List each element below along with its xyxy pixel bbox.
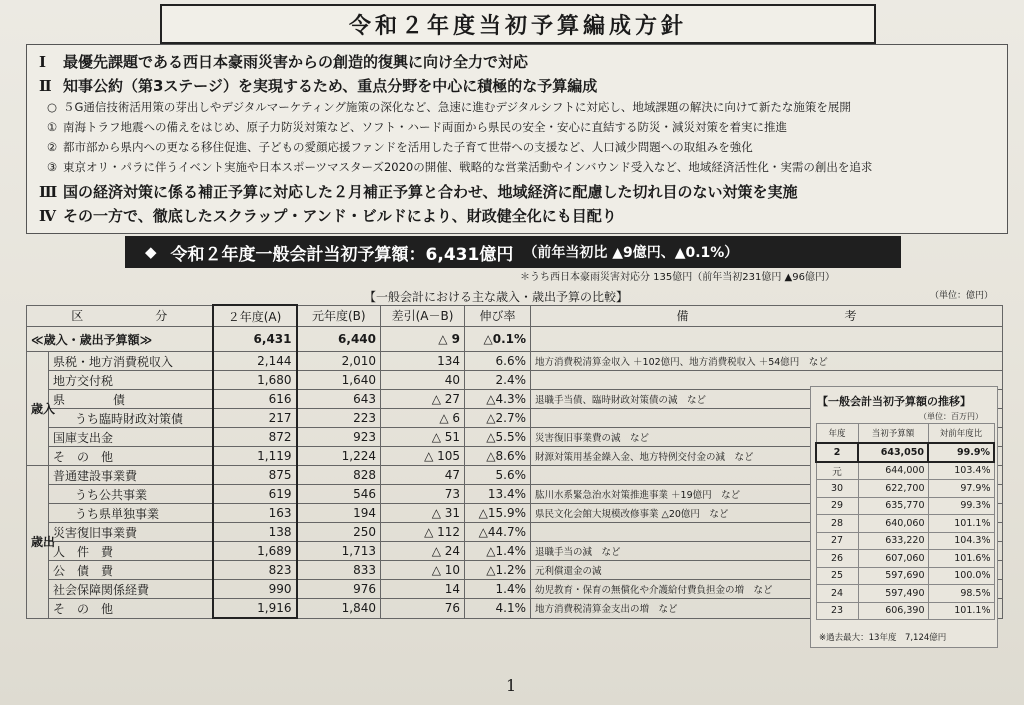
history-year: 23 bbox=[816, 602, 858, 620]
value-remark: 地方消費税清算金支出の増 など bbox=[531, 599, 1003, 619]
sub-policy-text: ５G通信技術活用策の芽出しやデジタルマーケティング施策の深化など、急速に進むデジタルシフトに対応し、地域課題の解決に向けて新たな施策を展開 bbox=[63, 100, 851, 114]
value-remark: 肱川水系緊急治水対策推進事業 ＋19億円 など bbox=[531, 485, 1003, 504]
history-row bbox=[816, 443, 994, 462]
history-ratio: 101.1% bbox=[928, 602, 994, 620]
total-row bbox=[27, 327, 1003, 352]
total-diff: △ 9 bbox=[381, 327, 465, 352]
history-row bbox=[816, 602, 994, 620]
value-diff: 134 bbox=[381, 352, 465, 371]
value-a: 1,680 bbox=[213, 371, 297, 390]
value-diff: △ 24 bbox=[381, 542, 465, 561]
value-rate: △1.4% bbox=[465, 542, 531, 561]
history-ratio: 104.3% bbox=[928, 532, 994, 550]
value-b: 1,840 bbox=[297, 599, 381, 619]
history-amount: 607,060 bbox=[858, 550, 928, 568]
value-diff: 47 bbox=[381, 466, 465, 485]
policy-item bbox=[39, 51, 528, 72]
value-b: 250 bbox=[297, 523, 381, 542]
value-rate: △4.3% bbox=[465, 390, 531, 409]
value-b: 828 bbox=[297, 466, 381, 485]
history-ratio: 97.9% bbox=[928, 480, 994, 498]
budget-history-panel bbox=[810, 386, 998, 648]
sub-policy-mark: ○ bbox=[46, 100, 58, 114]
page-title: 令和２年度当初予算編成方針 bbox=[348, 13, 687, 39]
value-rate: 13.4% bbox=[465, 485, 531, 504]
policy-number: Ⅲ bbox=[39, 183, 58, 201]
value-diff: 40 bbox=[381, 371, 465, 390]
value-remark: 県民文化会館大規模改修事業 △20億円 など bbox=[531, 504, 1003, 523]
total-b: 6,440 bbox=[297, 327, 381, 352]
policy-item bbox=[39, 181, 798, 202]
value-a: 1,916 bbox=[213, 599, 297, 619]
row-label: そ の 他 bbox=[49, 447, 213, 466]
row-label: 公 債 費 bbox=[49, 561, 213, 580]
value-b: 833 bbox=[297, 561, 381, 580]
sub-policy-mark: ③ bbox=[46, 160, 58, 174]
value-b: 1,640 bbox=[297, 371, 381, 390]
value-remark: 災害復旧事業費の減 など bbox=[531, 428, 1003, 447]
sub-policy-item bbox=[41, 139, 753, 155]
table-caption: 【一般会計における主な歳入・歳出予算の比較】 bbox=[364, 290, 629, 304]
history-year: 元 bbox=[816, 462, 858, 480]
banner-note: ＊うち西日本豪雨災害対応分 135億円（前年当初231億円 ▲96億円） bbox=[520, 272, 835, 283]
value-rate: 2.4% bbox=[465, 371, 531, 390]
value-rate: △5.5% bbox=[465, 428, 531, 447]
value-diff: △ 27 bbox=[381, 390, 465, 409]
history-title: 【一般会計当初予算額の推移】 bbox=[817, 395, 971, 408]
header-remarks: 備 考 bbox=[531, 305, 1003, 327]
history-year: 26 bbox=[816, 550, 858, 568]
value-rate: △1.2% bbox=[465, 561, 531, 580]
history-header-amount: 当初予算額 bbox=[858, 424, 928, 444]
banner-text: 令和２年度一般会計当初予算額：6,431億円 bbox=[170, 244, 514, 265]
sub-policy-text: 都市部から県内への更なる移住促進、子どもの愛顔応援ファンドを活用した子育て世帯への支援など、人口減少問題への取組みを強化 bbox=[63, 140, 753, 154]
value-a: 616 bbox=[213, 390, 297, 409]
history-ratio: 99.3% bbox=[928, 497, 994, 515]
value-b: 223 bbox=[297, 409, 381, 428]
history-amount: 640,060 bbox=[858, 515, 928, 533]
table-header-row bbox=[27, 305, 1003, 327]
value-remark: 財源対策用基金繰入金、地方特例交付金の減 など bbox=[531, 447, 1003, 466]
value-rate: △44.7% bbox=[465, 523, 531, 542]
total-rate: △0.1% bbox=[465, 327, 531, 352]
history-year: 27 bbox=[816, 532, 858, 550]
policy-item bbox=[39, 205, 617, 226]
history-amount: 597,490 bbox=[858, 585, 928, 603]
policy-box bbox=[26, 44, 1008, 234]
value-diff: △ 105 bbox=[381, 447, 465, 466]
row-label: うち公共事業 bbox=[49, 485, 213, 504]
header-a: ２年度(A) bbox=[213, 305, 297, 327]
history-header-year: 年度 bbox=[816, 424, 858, 444]
value-a: 872 bbox=[213, 428, 297, 447]
sub-policy-item bbox=[41, 99, 851, 115]
history-row bbox=[816, 550, 994, 568]
policy-text: 最優先課題である西日本豪雨災害からの創造的復興に向け全力で対応 bbox=[63, 53, 529, 71]
header-category: 区 分 bbox=[27, 305, 213, 327]
value-a: 1,689 bbox=[213, 542, 297, 561]
history-ratio: 98.5% bbox=[928, 585, 994, 603]
value-b: 1,713 bbox=[297, 542, 381, 561]
value-b: 1,224 bbox=[297, 447, 381, 466]
value-remark: 幼児教育・保育の無償化や介護給付費負担金の増 など bbox=[531, 580, 1003, 599]
sub-policy-mark: ① bbox=[46, 120, 58, 134]
title-box bbox=[160, 4, 876, 44]
history-year: 30 bbox=[816, 480, 858, 498]
value-diff: △ 6 bbox=[381, 409, 465, 428]
revenue-side-label: 歳入 bbox=[27, 352, 49, 466]
total-label: ≪歳入・歳出予算額≫ bbox=[27, 327, 213, 352]
value-rate: 1.4% bbox=[465, 580, 531, 599]
policy-text: 知事公約（第3ステージ）を実現するため、重点分野を中心に積極的な予算編成 bbox=[63, 77, 598, 95]
value-diff: △ 51 bbox=[381, 428, 465, 447]
diamond-icon: ◆ bbox=[145, 243, 157, 261]
value-diff: 76 bbox=[381, 599, 465, 619]
history-ratio: 101.1% bbox=[928, 515, 994, 533]
history-row bbox=[816, 462, 994, 480]
row-label: 普通建設事業費 bbox=[49, 466, 213, 485]
history-amount: 635,770 bbox=[858, 497, 928, 515]
row-label: 地方交付税 bbox=[49, 371, 213, 390]
value-rate: 5.6% bbox=[465, 466, 531, 485]
budget-banner bbox=[125, 236, 901, 268]
history-year: 25 bbox=[816, 567, 858, 585]
history-amount: 622,700 bbox=[858, 480, 928, 498]
value-remark: 退職手当の減 など bbox=[531, 542, 1003, 561]
history-row bbox=[816, 480, 994, 498]
total-a: 6,431 bbox=[213, 327, 297, 352]
history-row bbox=[816, 515, 994, 533]
row-label: うち県単独事業 bbox=[49, 504, 213, 523]
policy-item bbox=[39, 75, 597, 96]
sub-policy-text: 南海トラフ地震への備えをはじめ、原子力防災対策など、ソフト・ハード両面から県民の安全・安心に直結する防災・減災対策を着実に推進 bbox=[63, 120, 788, 134]
expenditure-side-label: 歳出 bbox=[27, 466, 49, 619]
history-row bbox=[816, 532, 994, 550]
value-diff: △ 112 bbox=[381, 523, 465, 542]
value-a: 990 bbox=[213, 580, 297, 599]
header-b: 元年度(B) bbox=[297, 305, 381, 327]
history-ratio: 101.6% bbox=[928, 550, 994, 568]
history-amount: 606,390 bbox=[858, 602, 928, 620]
history-unit: （単位：百万円） bbox=[919, 412, 983, 421]
value-rate: △15.9% bbox=[465, 504, 531, 523]
sub-policy-mark: ② bbox=[46, 140, 58, 154]
history-ratio: 99.9% bbox=[928, 443, 994, 462]
value-remark: 元利償還金の減 bbox=[531, 561, 1003, 580]
history-ratio: 100.0% bbox=[928, 567, 994, 585]
value-rate: △8.6% bbox=[465, 447, 531, 466]
value-a: 823 bbox=[213, 561, 297, 580]
value-a: 138 bbox=[213, 523, 297, 542]
history-footnote: ※過去最大：13年度 7,124億円 bbox=[819, 633, 947, 643]
banner-subtext: （前年当初比 ▲9億円、▲0.1%） bbox=[523, 245, 739, 261]
total-remark bbox=[531, 327, 1003, 352]
row-label: 災害復旧事業費 bbox=[49, 523, 213, 542]
history-year: 2 bbox=[816, 443, 858, 462]
history-amount: 633,220 bbox=[858, 532, 928, 550]
value-b: 2,010 bbox=[297, 352, 381, 371]
header-rate: 伸び率 bbox=[465, 305, 531, 327]
page-number: 1 bbox=[506, 676, 517, 695]
row-label: 県税・地方消費税収入 bbox=[49, 352, 213, 371]
value-diff: 14 bbox=[381, 580, 465, 599]
value-a: 619 bbox=[213, 485, 297, 504]
sub-policy-text: 東京オリ・パラに伴うイベント実施や日本スポーツマスターズ2020の開催、戦略的な営業活動やインバウンド受入など、地域経済活性化・実需の創出を追求 bbox=[63, 160, 873, 174]
row-label: 社会保障関係経費 bbox=[49, 580, 213, 599]
history-header-ratio: 対前年度比 bbox=[928, 424, 994, 444]
value-a: 2,144 bbox=[213, 352, 297, 371]
value-rate: △2.7% bbox=[465, 409, 531, 428]
value-a: 163 bbox=[213, 504, 297, 523]
value-diff: △ 31 bbox=[381, 504, 465, 523]
value-b: 643 bbox=[297, 390, 381, 409]
value-rate: 4.1% bbox=[465, 599, 531, 619]
history-row bbox=[816, 497, 994, 515]
row-label: 人 件 費 bbox=[49, 542, 213, 561]
value-remark: 地方消費税清算金収入 ＋102億円、地方消費税収入 ＋54億円 など bbox=[531, 352, 1003, 371]
history-year: 24 bbox=[816, 585, 858, 603]
row-label: うち臨時財政対策債 bbox=[49, 409, 213, 428]
policy-number: Ⅳ bbox=[39, 207, 57, 225]
value-rate: 6.6% bbox=[465, 352, 531, 371]
value-remark: 退職手当債、臨時財政対策債の減 など bbox=[531, 390, 1003, 409]
row-label: そ の 他 bbox=[49, 599, 213, 619]
history-row bbox=[816, 567, 994, 585]
sub-policy-item bbox=[41, 119, 787, 135]
header-diff: 差引(A－B) bbox=[381, 305, 465, 327]
history-amount: 643,050 bbox=[858, 443, 928, 462]
policy-number: Ⅰ bbox=[39, 53, 47, 71]
history-amount: 597,690 bbox=[858, 567, 928, 585]
history-header-row bbox=[816, 424, 994, 444]
policy-text: その一方で、徹底したスクラップ・アンド・ビルドにより、財政健全化にも目配り bbox=[63, 207, 617, 225]
sub-policy-item bbox=[41, 159, 872, 175]
row-label: 国庫支出金 bbox=[49, 428, 213, 447]
row-label: 県 債 bbox=[49, 390, 213, 409]
value-b: 546 bbox=[297, 485, 381, 504]
value-diff: 73 bbox=[381, 485, 465, 504]
value-b: 194 bbox=[297, 504, 381, 523]
policy-number: Ⅱ bbox=[39, 77, 52, 95]
value-a: 217 bbox=[213, 409, 297, 428]
value-b: 923 bbox=[297, 428, 381, 447]
value-diff: △ 10 bbox=[381, 561, 465, 580]
history-row bbox=[816, 585, 994, 603]
table-unit: （単位：億円） bbox=[930, 291, 994, 301]
value-b: 976 bbox=[297, 580, 381, 599]
history-year: 29 bbox=[816, 497, 858, 515]
history-year: 28 bbox=[816, 515, 858, 533]
history-table bbox=[815, 423, 995, 620]
value-a: 1,119 bbox=[213, 447, 297, 466]
history-ratio: 103.4% bbox=[928, 462, 994, 480]
policy-text: 国の経済対策に係る補正予算に対応した２月補正予算と合わせ、地域経済に配慮した切れ目のない対策を実施 bbox=[63, 183, 798, 201]
value-a: 875 bbox=[213, 466, 297, 485]
history-amount: 644,000 bbox=[858, 462, 928, 480]
table-row bbox=[27, 352, 1003, 371]
